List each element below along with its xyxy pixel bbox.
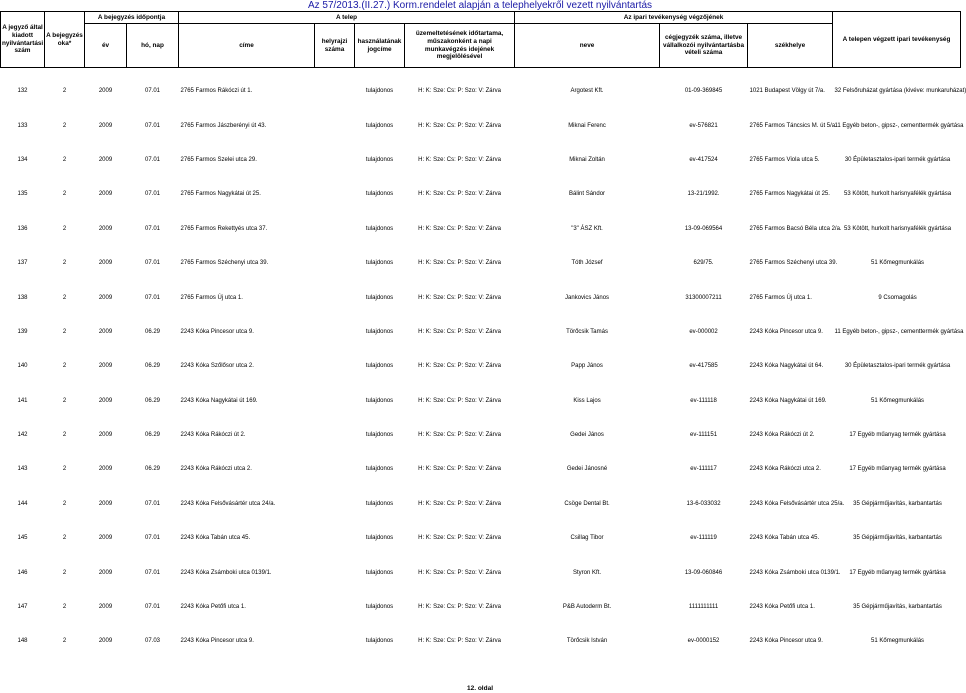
cell-jogcim: tulajdonos — [365, 363, 394, 370]
cell-tevekenyseg: 17 Egyéb műanyag termék gyártása — [849, 432, 946, 439]
cell-nyilvszam: 148 — [17, 638, 28, 645]
cell-tevekenyseg: 53 Kötött, hurkolt harisnyafélék gyártása — [844, 191, 952, 198]
table-row — [1, 590, 961, 624]
cell-nyilvszam: 144 — [17, 500, 28, 507]
cell-szekhely: 2243 Kóka Pincesor utca 9. — [749, 328, 823, 335]
cell-cime: 2765 Farmos Szelei utca 29. — [180, 156, 257, 163]
cell-neve: Jankovics János — [565, 294, 610, 301]
cell-nyilvszam: 147 — [17, 604, 28, 611]
cell-cegjegyzek: ev-0000152 — [687, 638, 720, 645]
cell-ho-nap: 06.29 — [145, 363, 161, 370]
cell-cime: 2765 Farmos Rákóczi út 1. — [180, 88, 253, 95]
cell-helyrajzi — [315, 246, 355, 280]
cell-uzemeltetes: H: K: Sze: Cs: P: Szo: V: Zárva — [418, 638, 501, 645]
cell-ho-nap: 07.01 — [145, 191, 161, 198]
table-row — [1, 418, 961, 452]
cell-jogcim: tulajdonos — [365, 569, 394, 576]
cell-cegjegyzek: 1111111111 — [688, 604, 719, 611]
cell-neve: Gedei Jánosné — [566, 466, 608, 473]
cell-cegjegyzek: ev-000002 — [689, 328, 718, 335]
registry-table — [0, 11, 966, 659]
cell-tevekenyseg: 51 Kőmegmunkálás — [871, 260, 925, 267]
cell-neve: "3" ÁSZ Kft. — [571, 225, 603, 232]
cell-helyrajzi — [315, 555, 355, 589]
cell-ev: 2009 — [98, 122, 113, 129]
cell-helyrajzi — [315, 108, 355, 142]
cell-ev: 2009 — [98, 156, 113, 163]
cell-jogcim: tulajdonos — [365, 500, 394, 507]
cell-ev: 2009 — [98, 294, 113, 301]
cell-ev: 2009 — [98, 88, 113, 95]
cell-szekhely: 2765 Farmos Bacsó Béla utca 2/a. — [749, 225, 842, 232]
cell-ok: 2 — [62, 569, 67, 576]
cell-uzemeltetes: H: K: Sze: Cs: P: Szo: V: Zárva — [418, 363, 501, 370]
cell-ok: 2 — [62, 260, 67, 267]
cell-nyilvszam: 137 — [17, 260, 28, 267]
col-header-cegjegyzek: cégjegyzék száma, illetve vállalkozói nyilvántartásba vételi száma — [660, 24, 748, 68]
cell-cegjegyzek: 13-09-069564 — [684, 225, 723, 232]
cell-neve: Csöge Dental Bt. — [564, 500, 610, 507]
cell-ev: 2009 — [98, 604, 113, 611]
cell-helyrajzi — [315, 143, 355, 177]
cell-jogcim: tulajdonos — [365, 225, 394, 232]
cell-uzemeltetes: H: K: Sze: Cs: P: Szo: V: Zárva — [418, 397, 501, 404]
cell-cime: 2243 Kóka Pincesor utca 9. — [180, 328, 254, 335]
cell-uzemeltetes: H: K: Sze: Cs: P: Szo: V: Zárva — [418, 604, 501, 611]
cell-helyrajzi — [315, 624, 355, 658]
col-header-neve: neve — [515, 24, 660, 68]
cell-ho-nap: 07.01 — [145, 500, 161, 507]
cell-helyrajzi — [315, 315, 355, 349]
cell-nyilvszam: 135 — [17, 191, 28, 198]
cell-cegjegyzek: ev-417524 — [689, 156, 718, 163]
cell-uzemeltetes: H: K: Sze: Cs: P: Szo: V: Zárva — [418, 294, 501, 301]
cell-ok: 2 — [62, 191, 67, 198]
cell-cime: 2243 Kóka Rákóczi út 2. — [180, 432, 246, 439]
cell-cime: 2243 Kóka Szőlősor utca 2. — [180, 363, 254, 370]
cell-ev: 2009 — [98, 500, 113, 507]
cell-jogcim: tulajdonos — [365, 294, 394, 301]
cell-uzemeltetes: H: K: Sze: Cs: P: Szo: V: Zárva — [418, 225, 501, 232]
col-header-jogcim: használatának jogcíme — [355, 24, 405, 68]
cell-uzemeltetes: H: K: Sze: Cs: P: Szo: V: Zárva — [418, 535, 501, 542]
cell-ev: 2009 — [98, 225, 113, 232]
cell-ok: 2 — [62, 363, 67, 370]
cell-ho-nap: 07.01 — [145, 156, 161, 163]
table-row — [1, 315, 961, 349]
cell-neve: Miknai Ferenc — [568, 122, 606, 129]
page-title: Az 57/2013.(II.27.) Korm.rendelet alapján a telephelyekről vezett nyilvántartás — [307, 0, 653, 11]
page-number: 12. oldal — [466, 685, 493, 692]
cell-cegjegyzek: ev-111117 — [690, 466, 717, 473]
cell-ev: 2009 — [98, 260, 113, 267]
cell-tevekenyseg: 17 Egyéb műanyag termék gyártása — [849, 466, 946, 473]
cell-ev: 2009 — [98, 363, 113, 370]
cell-ev: 2009 — [98, 432, 113, 439]
cell-jogcim: tulajdonos — [365, 88, 394, 95]
group-header-vegzo: Az ipari tevékenység végzőjének — [515, 12, 833, 24]
cell-cime: 2243 Kóka Rákóczi utca 2. — [180, 466, 252, 473]
cell-ho-nap: 06.29 — [145, 328, 161, 335]
cell-neve: Papp János — [571, 363, 603, 370]
cell-nyilvszam: 136 — [17, 225, 28, 232]
cell-ok: 2 — [62, 638, 67, 645]
cell-cegjegyzek: 13-09-060846 — [684, 569, 723, 576]
cell-cegjegyzek: 13-6-033032 — [686, 500, 721, 507]
cell-nyilvszam: 146 — [17, 569, 28, 576]
cell-szekhely: 2765 Farmos Táncsics M. út 5/a. — [749, 122, 837, 129]
cell-ho-nap: 07.01 — [145, 88, 161, 95]
table-row — [1, 487, 961, 521]
cell-tevekenyseg: 35 Gépjárműjavítás, karbantartás — [853, 604, 942, 611]
cell-ho-nap: 07.01 — [145, 569, 161, 576]
cell-cime: 2243 Kóka Nagykátai út 169. — [180, 397, 258, 404]
table-row — [1, 384, 961, 418]
cell-ev: 2009 — [98, 569, 113, 576]
col-header-nyilvszam: A jegyző által kiadott nyilvántartási szám — [1, 12, 45, 68]
cell-ev: 2009 — [98, 191, 113, 198]
registry-rows — [1, 68, 966, 659]
cell-cime: 2243 Kóka Zsámboki utca 0139/1. — [180, 569, 272, 576]
cell-neve: Styron Kft. — [573, 569, 602, 576]
table-row — [1, 349, 961, 383]
cell-cegjegyzek: 31300007211 — [685, 294, 722, 301]
cell-tevekenyseg: 53 Kötött, hurkolt harisnyafélék gyártása — [844, 225, 952, 232]
cell-szekhely: 2765 Farmos Új utca 1. — [749, 294, 812, 301]
cell-nyilvszam: 139 — [17, 328, 28, 335]
col-header-tevekenyseg: A telepen végzett ipari tevékenység — [833, 12, 961, 68]
cell-jogcim: tulajdonos — [365, 191, 394, 198]
cell-nyilvszam: 141 — [17, 397, 28, 404]
cell-tevekenyseg: 11 Egyéb beton-, gipsz-, cementtermék gyártása — [834, 122, 964, 129]
table-row — [1, 177, 961, 211]
cell-uzemeltetes: H: K: Sze: Cs: P: Szo: V: Zárva — [418, 500, 501, 507]
cell-ho-nap: 07.01 — [145, 122, 161, 129]
cell-ho-nap: 07.01 — [145, 604, 161, 611]
cell-neve: Miknai Zoltán — [569, 156, 605, 163]
cell-jogcim: tulajdonos — [365, 638, 394, 645]
cell-szekhely: 2243 Kóka Felsővásártér utca 25/a. — [749, 500, 845, 507]
cell-helyrajzi — [315, 590, 355, 624]
cell-ev: 2009 — [98, 535, 113, 542]
cell-jogcim: tulajdonos — [365, 466, 394, 473]
cell-ok: 2 — [62, 156, 67, 163]
cell-nyilvszam: 132 — [17, 88, 28, 95]
col-header-ho-nap: hó, nap — [127, 24, 179, 68]
cell-helyrajzi — [315, 384, 355, 418]
cell-cime: 2765 Farmos Rekettyés utca 37. — [180, 225, 268, 232]
cell-cegjegyzek: 13-21/1992. — [687, 191, 720, 198]
cell-tevekenyseg: 51 Kőmegmunkálás — [871, 397, 925, 404]
cell-nyilvszam: 133 — [17, 122, 28, 129]
cell-cegjegyzek: ev-576821 — [689, 122, 718, 129]
cell-neve: Törőcsik Tamás — [566, 328, 608, 335]
cell-helyrajzi — [315, 280, 355, 314]
cell-ok: 2 — [62, 397, 67, 404]
cell-neve: Argotest Kft. — [570, 88, 604, 95]
table-row — [1, 280, 961, 314]
cell-neve: Csillag Tibor — [570, 535, 604, 542]
cell-cime: 2765 Farmos Széchenyi utca 39. — [180, 260, 269, 267]
cell-ev: 2009 — [98, 397, 113, 404]
cell-tevekenyseg: 32 Felsőruházat gyártása (kivéve: munkaruházat) — [834, 88, 966, 95]
cell-cegjegyzek: ev-417585 — [689, 363, 718, 370]
cell-uzemeltetes: H: K: Sze: Cs: P: Szo: V: Zárva — [418, 569, 501, 576]
cell-tevekenyseg: 30 Épületasztalos-ipari termék gyártása — [844, 363, 951, 370]
registry-sheet — [0, 11, 966, 659]
cell-helyrajzi — [315, 452, 355, 486]
cell-ho-nap: 07.01 — [145, 535, 161, 542]
cell-ho-nap: 07.01 — [145, 260, 161, 267]
table-row — [1, 143, 961, 177]
cell-cime: 2765 Farmos Új utca 1. — [180, 294, 243, 301]
cell-uzemeltetes: H: K: Sze: Cs: P: Szo: V: Zárva — [418, 466, 501, 473]
cell-tevekenyseg: 17 Egyéb műanyag termék gyártása — [849, 569, 946, 576]
cell-ok: 2 — [62, 294, 67, 301]
cell-szekhely: 2243 Kóka Nagykátai út 64. — [749, 363, 824, 370]
cell-neve: Tóth József — [571, 260, 603, 267]
cell-nyilvszam: 134 — [17, 156, 28, 163]
cell-cime: 2243 Kóka Felsővásártér utca 24/a. — [180, 500, 276, 507]
cell-cegjegyzek: 01-09-369845 — [684, 88, 723, 95]
cell-helyrajzi — [315, 177, 355, 211]
cell-ho-nap: 06.29 — [145, 432, 161, 439]
cell-jogcim: tulajdonos — [365, 432, 394, 439]
cell-neve: Gedei János — [570, 432, 604, 439]
cell-uzemeltetes: H: K: Sze: Cs: P: Szo: V: Zárva — [418, 191, 501, 198]
cell-ok: 2 — [62, 500, 67, 507]
cell-uzemeltetes: H: K: Sze: Cs: P: Szo: V: Zárva — [418, 122, 501, 129]
cell-helyrajzi — [315, 521, 355, 555]
col-header-helyrajzi: helyrajzi száma — [315, 24, 355, 68]
cell-neve: Kiss Lajos — [573, 397, 601, 404]
cell-cegjegyzek: ev-111151 — [690, 432, 718, 439]
cell-nyilvszam: 145 — [17, 535, 28, 542]
cell-nyilvszam: 140 — [17, 363, 28, 370]
cell-jogcim: tulajdonos — [365, 122, 394, 129]
cell-szekhely: 2243 Kóka Nagykátai út 169. — [749, 397, 827, 404]
cell-uzemeltetes: H: K: Sze: Cs: P: Szo: V: Zárva — [418, 328, 501, 335]
table-row — [1, 521, 961, 555]
cell-neve: Bálint Sándor — [569, 191, 606, 198]
cell-szekhely: 2243 Kóka Tabán utca 45. — [749, 535, 820, 542]
cell-jogcim: tulajdonos — [365, 535, 394, 542]
cell-szekhely: 1021 Budapest Völgy út 7/a. — [749, 88, 825, 95]
cell-jogcim: tulajdonos — [365, 328, 394, 335]
cell-szekhely: 2765 Farmos Nagykátai út 25. — [749, 191, 830, 198]
cell-nyilvszam: 138 — [17, 294, 28, 301]
cell-ok: 2 — [62, 328, 67, 335]
cell-ho-nap: 06.29 — [145, 397, 161, 404]
cell-uzemeltetes: H: K: Sze: Cs: P: Szo: V: Zárva — [418, 88, 501, 95]
cell-ok: 2 — [62, 432, 67, 439]
cell-ok: 2 — [62, 88, 67, 95]
cell-szekhely: 2243 Kóka Rákóczi utca 2. — [749, 466, 821, 473]
cell-helyrajzi — [315, 418, 355, 452]
cell-cegjegyzek: ev-111119 — [690, 535, 717, 542]
cell-cime: 2243 Kóka Tabán utca 45. — [180, 535, 251, 542]
cell-ev: 2009 — [98, 328, 113, 335]
cell-tevekenyseg: 51 Kőmegmunkálás — [871, 638, 925, 645]
cell-ho-nap: 06.29 — [145, 466, 161, 473]
group-header-telep: A telep — [179, 12, 515, 24]
table-row — [1, 246, 961, 280]
table-row — [1, 108, 961, 142]
cell-szekhely: 2243 Kóka Petőfi utca 1. — [749, 604, 815, 611]
cell-ok: 2 — [62, 122, 67, 129]
cell-jogcim: tulajdonos — [365, 604, 394, 611]
table-row — [1, 212, 961, 246]
cell-szekhely: 2243 Kóka Pincesor utca 9. — [749, 638, 823, 645]
cell-ho-nap: 07.01 — [145, 294, 161, 301]
cell-jogcim: tulajdonos — [365, 260, 394, 267]
cell-jogcim: tulajdonos — [365, 397, 394, 404]
cell-cegjegyzek: ev-111118 — [690, 397, 717, 404]
cell-ok: 2 — [62, 225, 67, 232]
cell-szekhely: 2765 Farmos Viola utca 5. — [749, 156, 820, 163]
cell-tevekenyseg: 9 Csomagolás — [878, 294, 917, 301]
col-header-uzemeltetes: üzemeltetésének időtartama, műszakonként a napi munkavégzés idejének megjelölésével — [405, 24, 515, 68]
col-header-cime: címe — [179, 24, 315, 68]
col-header-szekhely: székhelye — [748, 24, 833, 68]
cell-szekhely: 2765 Farmos Széchenyi utca 39. — [749, 260, 838, 267]
cell-tevekenyseg: 35 Gépjárműjavítás, karbantartás — [853, 500, 942, 507]
cell-cegjegyzek: 629/75. — [693, 260, 714, 267]
cell-helyrajzi — [315, 349, 355, 383]
cell-ok: 2 — [62, 604, 67, 611]
cell-uzemeltetes: H: K: Sze: Cs: P: Szo: V: Zárva — [418, 432, 501, 439]
cell-nyilvszam: 142 — [17, 432, 28, 439]
cell-szekhely: 2243 Kóka Rákóczi út 2. — [749, 432, 815, 439]
cell-neve: P&B Autoderm Bt. — [562, 604, 612, 611]
cell-ev: 2009 — [98, 466, 113, 473]
cell-jogcim: tulajdonos — [365, 156, 394, 163]
table-row — [1, 624, 961, 658]
cell-helyrajzi — [315, 487, 355, 521]
cell-cime: 2765 Farmos Jászberényi út 43. — [180, 122, 267, 129]
col-header-ok: A bejegyzés oka* — [45, 12, 85, 68]
table-row — [1, 452, 961, 486]
cell-tevekenyseg: 35 Gépjárműjavítás, karbantartás — [853, 535, 942, 542]
cell-cime: 2765 Farmos Nagykátai út 25. — [180, 191, 261, 198]
col-header-ev: év — [85, 24, 127, 68]
cell-cime: 2243 Kóka Pincesor utca 9. — [180, 638, 254, 645]
cell-szekhely: 2243 Kóka Zsámboki utca 0139/1. — [749, 569, 841, 576]
table-row — [1, 74, 961, 108]
cell-ev: 2009 — [98, 638, 113, 645]
cell-neve: Törőcsik István — [566, 638, 608, 645]
cell-nyilvszam: 143 — [17, 466, 28, 473]
cell-uzemeltetes: H: K: Sze: Cs: P: Szo: V: Zárva — [418, 156, 501, 163]
group-header-idopont: A bejegyzés időpontja — [85, 12, 179, 24]
cell-ok: 2 — [62, 466, 67, 473]
cell-tevekenyseg: 30 Épületasztalos-ipari termék gyártása — [844, 156, 951, 163]
cell-helyrajzi — [315, 212, 355, 246]
cell-cime: 2243 Kóka Petőfi utca 1. — [180, 604, 246, 611]
cell-ok: 2 — [62, 535, 67, 542]
table-row — [1, 555, 961, 589]
cell-ho-nap: 07.03 — [145, 638, 161, 645]
cell-helyrajzi — [315, 74, 355, 108]
cell-tevekenyseg: 11 Egyéb beton-, gipsz-, cementtermék gyártása — [834, 328, 964, 335]
cell-uzemeltetes: H: K: Sze: Cs: P: Szo: V: Zárva — [418, 260, 501, 267]
cell-ho-nap: 07.01 — [145, 225, 161, 232]
